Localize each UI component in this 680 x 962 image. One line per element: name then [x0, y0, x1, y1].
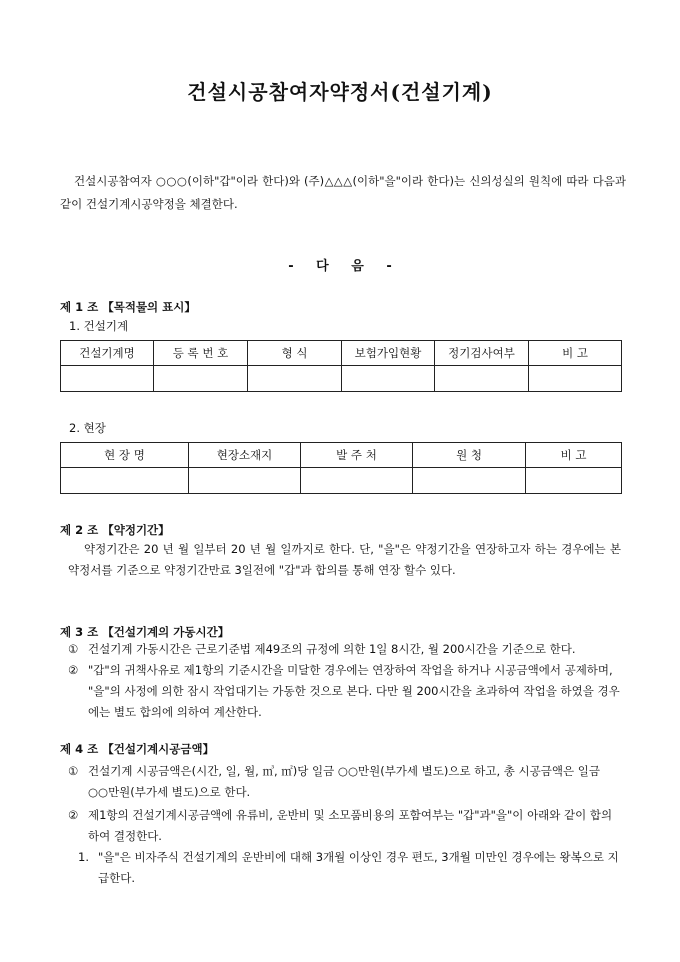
- site-cell[interactable]: [301, 468, 413, 494]
- site-header-location: 현장소재지: [189, 443, 301, 468]
- equipment-cell[interactable]: [154, 366, 248, 392]
- article-3-item-2-text: "갑"의 귀책사유로 제1항의 기준시간을 미달한 경우에는 연장하여 작업을 하거나 시공금액에서 공제하며, "을"의 사정에 의한 잠시 작업대기는 가동한 것으로 본다. 다만 월 200시간을 초과하여 작업을 하였을 경우에는 별도 합의에 의하여 계산한다.: [88, 663, 620, 719]
- equipment-table-row: [61, 366, 622, 392]
- equipment-cell[interactable]: [529, 366, 622, 392]
- site-table: [60, 442, 622, 494]
- article-4-item-2-number: ②: [68, 808, 79, 822]
- site-cell[interactable]: [526, 468, 622, 494]
- equipment-cell[interactable]: [248, 366, 342, 392]
- article-2-text: 약정기간은 20 년 월 일부터 20 년 월 일까지로 한다. 단, "을"은 약정기간을 연장하고자 하는 경우에는 본 약정서를 기준으로 약정기간만료 3일전에 "갑"과 합의를 통해 연장 할수 있다.: [68, 542, 621, 577]
- article-3-item-1-text: 건설기계 가동시간은 근로기준법 제49조의 규정에 의한 1일 8시간, 월 200시간을 기준으로 한다.: [88, 642, 576, 656]
- site-header-client: 발 주 처: [301, 443, 413, 468]
- article-4-subitem-1: [78, 847, 622, 889]
- equipment-table-header-row: [61, 341, 622, 366]
- equipment-header-type: 형 식: [248, 341, 342, 366]
- article-3-item-1-number: ①: [68, 642, 79, 656]
- article-1-sub-machine: 1. 건설기계: [69, 319, 129, 333]
- site-header-contractor: 원 청: [413, 443, 526, 468]
- site-header-remarks: 비 고: [526, 443, 622, 468]
- site-cell[interactable]: [189, 468, 301, 494]
- article-4-subitem-1-number: 1.: [78, 850, 89, 864]
- article-4-item-1-text: 건설기계 시공금액은(시간, 일, 월, ㎥, ㎡)당 일금 ○○만원(부가세 별도)으로 하고, 총 시공금액은 일금 ○○만원(부가세 별도)으로 한다.: [88, 764, 600, 799]
- site-cell[interactable]: [61, 468, 189, 494]
- equipment-header-inspection: 정기검사여부: [435, 341, 529, 366]
- article-4-item-1: [68, 761, 622, 803]
- equipment-cell[interactable]: [342, 366, 435, 392]
- article-3-item-2: [68, 660, 622, 723]
- article-1-heading: 제 1 조 【목적물의 표시】: [60, 300, 196, 314]
- site-header-name: 현 장 명: [61, 443, 189, 468]
- article-4-item-1-number: ①: [68, 764, 79, 778]
- equipment-header-name: 건설기계명: [61, 341, 154, 366]
- document-title: 건설시공참여자약정서(건설기계): [187, 80, 493, 104]
- article-3-heading: 제 3 조 【건설기계의 가동시간】: [60, 625, 230, 639]
- equipment-cell[interactable]: [435, 366, 529, 392]
- article-3-item-2-number: ②: [68, 663, 79, 677]
- equipment-header-remarks: 비 고: [529, 341, 622, 366]
- equipment-header-insurance: 보험가입현황: [342, 341, 435, 366]
- section-heading-dauem: - 다 음 -: [288, 259, 392, 274]
- equipment-cell[interactable]: [61, 366, 154, 392]
- article-4-item-2-text: 제1항의 건설기계시공금액에 유류비, 운반비 및 소모품비용의 포함여부는 "갑"과"을"이 아래와 같이 합의하여 결정한다.: [88, 808, 613, 843]
- article-4-item-2: [68, 805, 622, 847]
- site-table-header-row: [61, 443, 622, 468]
- site-cell[interactable]: [413, 468, 526, 494]
- equipment-table: [60, 340, 622, 392]
- article-4-subitem-1-text: "을"은 비자주식 건설기계의 운반비에 대해 3개월 이상인 경우 편도, 3개월 미만인 경우에는 왕복으로 지급한다.: [98, 850, 619, 885]
- article-1-sub-site: 2. 현장: [69, 421, 106, 435]
- article-4-heading: 제 4 조 【건설기계시공금액】: [60, 742, 215, 756]
- site-table-row: [61, 468, 622, 494]
- article-2-heading: 제 2 조 【약정기간】: [60, 523, 170, 537]
- equipment-header-regno: 등 록 번 호: [154, 341, 248, 366]
- article-3-item-1: [68, 639, 622, 660]
- intro-paragraph: 건설시공참여자 ○○○(이하"갑"이라 한다)와 (주)△△△(이하"을"이라 한다)는 신의성실의 원칙에 따라 다음과 같이 건설기계시공약정을 체결한다.: [60, 174, 626, 211]
